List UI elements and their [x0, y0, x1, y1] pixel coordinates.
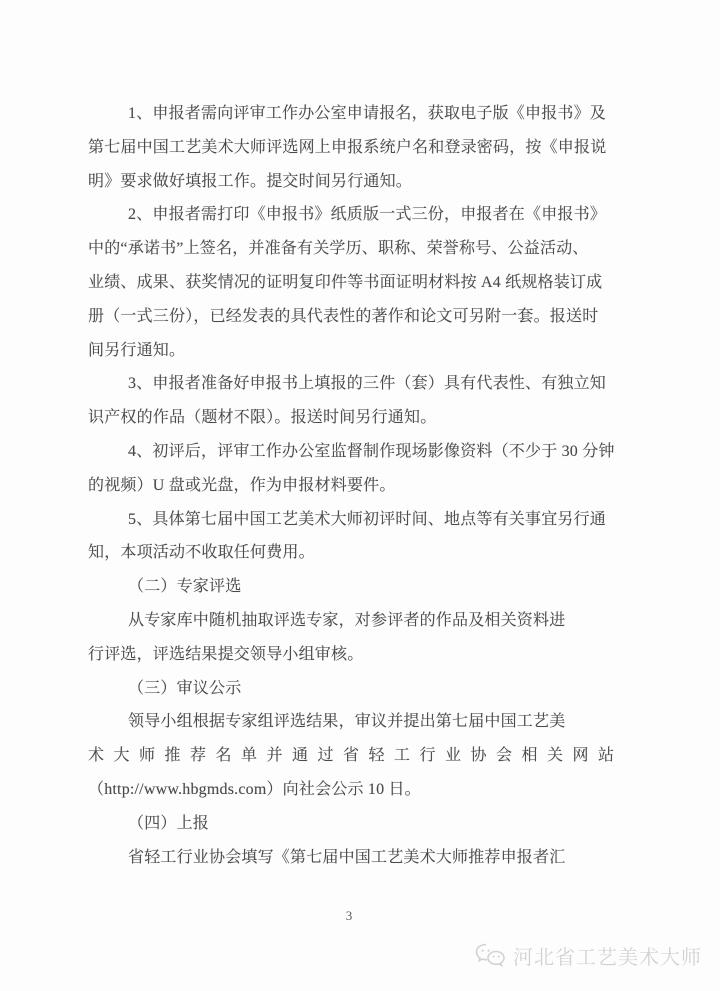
- text-line: 中的“承诺书”上签名，并准备有关学历、职称、荣誉称号、公益活动、: [88, 240, 589, 258]
- text-line: 明》要求做好填报工作。提交时间另行通知。: [88, 172, 413, 190]
- text-line: 3、申报者准备好申报书上填报的三件（套）具有代表性、有独立知: [128, 375, 607, 393]
- text-line: 册（一式三份），已经发表的具代表性的著作和论文可另附一套。报送时: [88, 307, 599, 325]
- text-line: （四）上报: [128, 814, 210, 832]
- text-line: 1、申报者需向评审工作办公室申请报名，获取电子版《申报书》及: [128, 105, 607, 122]
- text-line: 识产权的作品（题材不限）。报送时间另行通知。: [88, 409, 437, 427]
- document-body: [88, 97, 614, 874]
- text-line: 省轻工行业协会填写《第七届中国工艺美术大师推荐申报者汇: [128, 848, 566, 866]
- text-line: 领导小组根据专家组评选结果，审议并提出第七届中国工艺美: [128, 713, 566, 731]
- text-line: 行评选，评选结果提交领导小组审核。: [88, 645, 364, 663]
- text-line: 术大师推荐名单并通过省轻工行业协会相关网站: [88, 747, 614, 765]
- wechat-icon: [474, 942, 506, 974]
- text-line: 4、初评后，评审工作办公室监督制作现场影像资料（不少于 30 分钟: [128, 442, 615, 460]
- text-line: 5、具体第七届中国工艺美术大师初评时间、地点等有关事宜另行通: [128, 510, 607, 528]
- text-line: 业绩、成果、获奖情况的证明复印件等书面证明材料按 A4 纸规格装订成: [88, 273, 603, 291]
- text-line: （二）专家评选: [128, 578, 242, 596]
- text-line: 从专家库中随机抽取评选专家，对参评者的作品及相关资料进: [128, 611, 566, 629]
- watermark: [474, 942, 702, 974]
- text-line: 知，本项活动不收取任何费用。: [88, 544, 315, 562]
- page-number: 3: [345, 908, 353, 923]
- text-line: 的视频）U 盘或光盘，作为申报材料要件。: [88, 476, 396, 494]
- text-line: （三）审议公示: [128, 679, 242, 697]
- text-line: 第七届中国工艺美术大师评选网上申报系统户名和登录密码，按《申报说: [88, 138, 607, 156]
- watermark-text: 河北省工艺美术大师: [513, 947, 702, 969]
- text-line: 间另行通知。: [88, 341, 186, 359]
- text-line: （http://www.hbgmds.com）向社会公示 10 日。: [88, 780, 421, 798]
- text-line: 2、申报者需打印《申报书》纸质版一式三份，申报者在《申报书》: [128, 206, 607, 224]
